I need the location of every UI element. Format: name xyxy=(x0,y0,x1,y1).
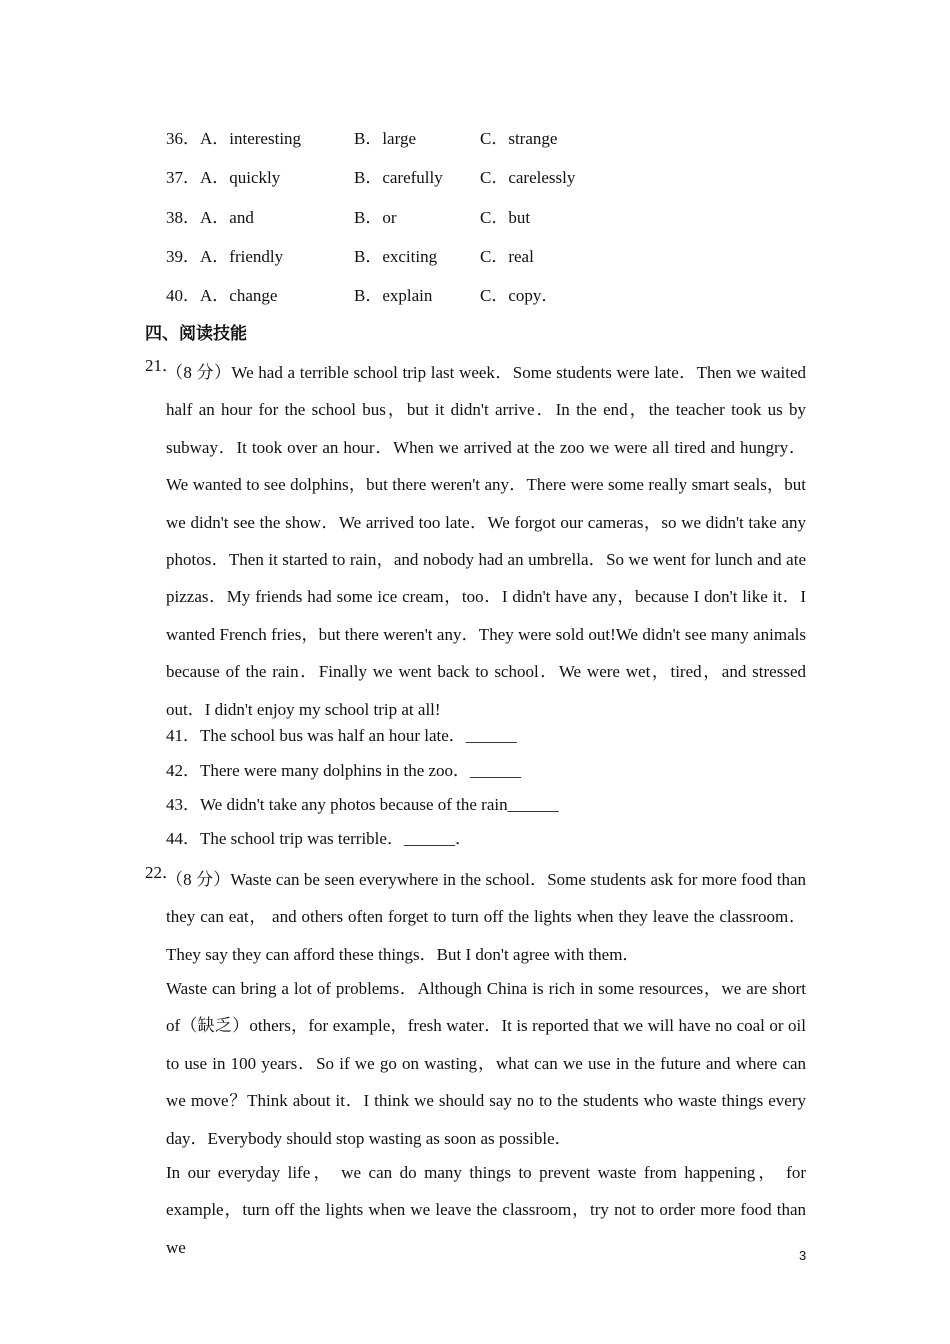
passage-22-paragraph-3: In our everyday life， we can do many things to prevent waste from happening， for example，turn off the lights when we leave the classroom，try not to order more food than we xyxy=(166,1163,806,1257)
page-number: 3 xyxy=(799,1248,807,1263)
option-b: B．exciting xyxy=(354,247,438,266)
option-a: A．and xyxy=(200,208,254,227)
option-c: C．strange xyxy=(480,129,558,148)
question-number: 37． xyxy=(166,168,200,187)
option-c: C．copy． xyxy=(480,286,559,305)
option-b: B．or xyxy=(354,208,397,227)
option-c: C．real xyxy=(480,247,534,266)
option-b: B．carefully xyxy=(354,168,443,187)
sub-question-43: 43．We didn't take any photos because of the rain______ xyxy=(166,795,559,814)
passage-22-paragraph-2: Waste can bring a lot of problems．Although China is rich in some resources，we are short of（缺乏）others，for example，fresh water．It is reported that we will have no coal or oil to use in 100 years．So if we go on wasting，what can we use in the future and where can we move？Think about it．I think we should say no to the students who waste things every day．Everybody should stop wasting as soon as possible． xyxy=(166,979,806,1148)
option-a: A．friendly xyxy=(200,247,284,266)
option-c: C．carelessly xyxy=(480,168,576,187)
option-c: C．but xyxy=(480,208,531,227)
question-number: 40． xyxy=(166,286,200,305)
question-number-22: 22． xyxy=(145,863,179,882)
question-number-21: 21． xyxy=(145,356,179,375)
question-number: 38． xyxy=(166,208,200,227)
option-a: A．quickly xyxy=(200,168,281,187)
sub-question-44: 44．The school trip was terrible．______． xyxy=(166,829,472,848)
passage-21: （8 分）We had a terrible school trip last week．Some students were late．Then we waited half an hour for the school bus，but it didn't arrive．In the end，the teacher took us by subway．It took over an hour．When we arrived at the zoo we were all tired and hungry．We wanted to see dolphins，but there weren't any．There were some really smart seals，but we didn't see the show．We arrived too late．We forgot our cameras，so we didn't take any photos．Then it started to rain，and nobody had an umbrella．So we went for lunch and ate pizzas．My friends had some ice cream，too．I didn't have any，because I don't like it．I wanted French fries，but there weren't any．They were sold out!We didn't see many animals because of the rain．Finally we went back to school．We were wet，tired，and stressed out．I didn't enjoy my school trip at all! xyxy=(166,363,806,719)
option-b: B．explain xyxy=(354,286,433,305)
sub-question-42: 42．There were many dolphins in the zoo．______ xyxy=(166,761,522,780)
passage-22-paragraph-1: （8 分）Waste can be seen everywhere in the school．Some students ask for more food than they can eat， and others often forget to turn off the lights when they leave the classroom．They say they can afford these things．But I don't agree with them． xyxy=(166,870,806,964)
option-b: B．large xyxy=(354,129,417,148)
option-a: A．interesting xyxy=(200,129,302,148)
option-a: A．change xyxy=(200,286,278,305)
sub-question-41: 41．The school bus was half an hour late．______ xyxy=(166,726,517,745)
section-title: 四、阅读技能 xyxy=(145,324,247,344)
question-number: 36． xyxy=(166,129,200,148)
question-number: 39． xyxy=(166,247,200,266)
